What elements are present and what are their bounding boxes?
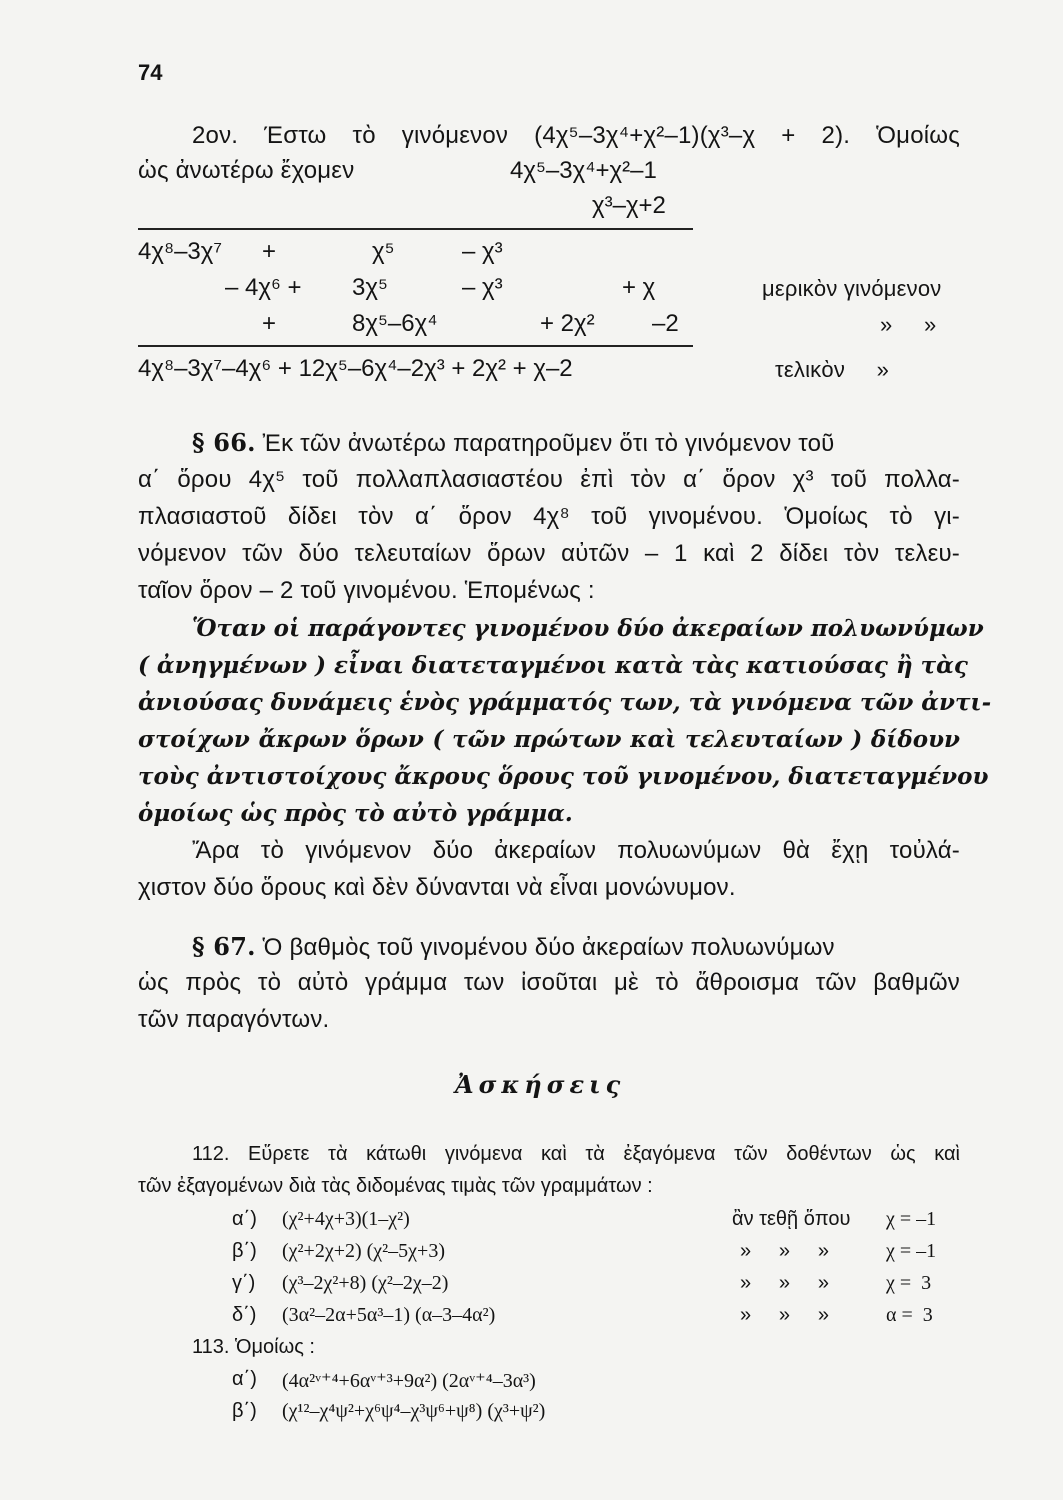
ex112-b-value: χ = –1 [886, 1240, 937, 1262]
theorem-line-2: ( ἀνηγμένων ) εἶναι διατεταγμένοι κατὰ τὰς κατιούσας ἢ τὰς [138, 652, 968, 679]
ex112-d-cond: » » » [740, 1304, 829, 1326]
sec67-line-1 [192, 932, 960, 962]
ex112-d-label: δ΄) [232, 1304, 257, 1326]
row2-term4: + χ [622, 274, 656, 301]
rule-2 [138, 345, 693, 347]
sec67-heading: § 67. [192, 932, 256, 961]
row3-term3: –2 [652, 310, 679, 337]
ex112-line-2: τῶν ἐξαγομένων διὰ τὰς διδομένας τιμὰς τῶν γραμμάτων : [138, 1175, 653, 1197]
sec66-heading: § 66. [192, 428, 256, 457]
multiplier: χ³–χ+2 [592, 192, 666, 219]
sec67-text-1: Ὁ βαθμὸς τοῦ γινομένου δύο ἀκεραίων πολυωνύμων [262, 934, 835, 961]
ex112-b-label: β΄) [232, 1240, 257, 1262]
ex113-b-expr: (χ¹²–χ⁴ψ²+χ⁶ψ⁴–χ³ψ⁶+ψ⁸) (χ³+ψ²) [282, 1400, 546, 1422]
row3-label: » » [880, 312, 937, 337]
theorem-line-6: ὁμοίως ὡς πρὸς τὸ αὐτὸ γράμμα. [138, 800, 573, 827]
ex113-a-expr: (4α²ᵛ⁺⁴+6αᵛ⁺³+9α²) (2αᵛ⁺⁴–3α³) [282, 1370, 536, 1392]
page-number: 74 [138, 60, 163, 85]
ex113-line: 113. Ὁμοίως : [192, 1336, 315, 1358]
row2-term3: – χ³ [462, 274, 503, 301]
ex112-c-cond: » » » [740, 1272, 829, 1294]
ex112-a-expr: (χ²+4χ+3)(1–χ²) [282, 1208, 410, 1230]
row1-term1: 4χ⁸–3χ⁷ [138, 238, 223, 265]
row2-label: μερικὸν γινόμενον [762, 276, 942, 301]
ex113-a-label: α΄) [232, 1368, 257, 1390]
sec67-line-3: τῶν παραγόντων. [138, 1006, 330, 1033]
sec66-line-4: νόμενον τῶν δύο τελευταίων ὅρων αὐτῶν – 1 καὶ 2 δίδει τὸν τελευ- [138, 540, 960, 567]
intro-line-2-left: ὡς ἀνωτέρω ἔχομεν [138, 157, 355, 184]
rule-1 [138, 228, 693, 230]
sec66-after-2: χιστον δύο ὅρους καὶ δὲν δύνανται νὰ εἶναι μονώνυμον. [138, 874, 736, 901]
ex112-b-cond: » » » [740, 1240, 829, 1262]
theorem-line-5: τοὺς ἀντιστοίχους ἄκρους ὅρους τοῦ γινομένου, διατεταγμένου [138, 763, 989, 790]
sec66-line-3: πλασιαστοῦ δίδει τὸν α΄ ὅρον 4χ⁸ τοῦ γινομένου. Ὁμοίως τὸ γι- [138, 503, 960, 530]
exercises-title: Ἀσκήσεις [455, 1070, 626, 1099]
ex112-a-cond: ἂν τεθῇ ὅπου [732, 1208, 851, 1230]
sec67-line-2: ὡς πρὸς τὸ αὐτὸ γράμμα των ἰσοῦται μὲ τὸ ἄθροισμα τῶν βαθμῶν [138, 969, 960, 996]
row2-term2: 3χ⁵ [352, 274, 388, 301]
ex112-a-label: α΄) [232, 1208, 257, 1230]
ex112-d-value: α = 3 [886, 1304, 933, 1326]
row3-term2: + 2χ² [540, 310, 595, 337]
row3-term1: 8χ⁵–6χ⁴ [352, 310, 438, 337]
row1-term2: χ⁵ [372, 238, 395, 265]
final-product: 4χ⁸–3χ⁷–4χ⁶ + 12χ⁵–6χ⁴–2χ³ + 2χ² + χ–2 [138, 355, 573, 382]
multiplicand: 4χ⁵–3χ⁴+χ²–1 [510, 157, 657, 184]
sec66-text-1: Ἐκ τῶν ἀνωτέρω παρατηροῦμεν ὅτι τὸ γινόμενον τοῦ [262, 430, 835, 457]
ex112-c-value: χ = 3 [886, 1272, 932, 1294]
ex112-c-expr: (χ³–2χ²+8) (χ²–2χ–2) [282, 1272, 449, 1294]
ex112-b-expr: (χ²+2χ+2) (χ²–5χ+3) [282, 1240, 445, 1262]
ex112-line-1: 112. Εὕρετε τὰ κάτωθι γινόμενα καὶ τὰ ἐξαγόμενα τῶν δοθέντων ὡς καὶ [192, 1143, 960, 1165]
ex112-a-value: χ = –1 [886, 1208, 937, 1230]
ex112-c-label: γ΄) [232, 1272, 256, 1294]
intro-line-1: 2ον. Έστω τὸ γινόμενον (4χ⁵–3χ⁴+χ²–1)(χ³–χ + 2). Ὁμοίως [192, 122, 960, 149]
row3-plus: + [262, 310, 277, 337]
final-label: τελικὸν » [775, 357, 890, 382]
sec66-line-2: α΄ ὅρου 4χ⁵ τοῦ πολλαπλασιαστέου ἐπὶ τὸν α΄ ὅρον χ³ τοῦ πολλα- [138, 466, 960, 493]
sec66-after-1: Ἄρα τὸ γινόμενον δύο ἀκεραίων πολυωνύμων θὰ ἔχῃ τοὐλά- [192, 837, 960, 864]
row1-plus: + [262, 238, 277, 265]
sec66-line-1 [192, 428, 960, 458]
theorem-line-4: στοίχων ἄκρων ὅρων ( τῶν πρώτων καὶ τελευταίων ) δίδουν [138, 726, 960, 753]
row1-term3: – χ³ [462, 238, 503, 265]
ex113-b-label: β΄) [232, 1400, 257, 1422]
theorem-line-1: Ὅταν οἱ παράγοντες γινομένου δύο ἀκεραίων πολυωνύμων [192, 615, 984, 642]
theorem-line-3: ἀνιούσας δυνάμεις ἑνὸς γράμματός των, τὰ γινόμενα τῶν ἀντι- [138, 689, 992, 716]
sec66-line-5: ταῖον ὅρον – 2 τοῦ γινομένου. Ἑπομένως : [138, 577, 595, 604]
ex112-d-expr: (3α²–2α+5α³–1) (α–3–4α²) [282, 1304, 496, 1326]
row2-term1: – 4χ⁶ + [225, 274, 302, 301]
